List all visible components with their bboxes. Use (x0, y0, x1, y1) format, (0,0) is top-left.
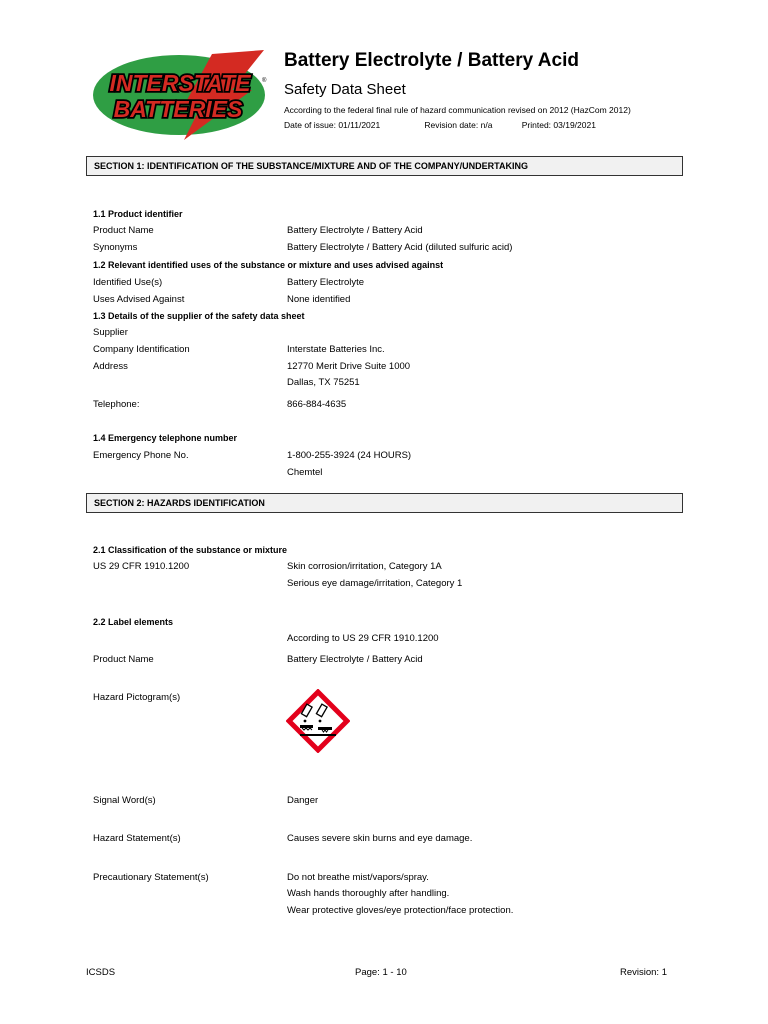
identified-uses-label: Identified Use(s) (93, 277, 163, 288)
document-title: Battery Electrolyte / Battery Acid (284, 50, 579, 71)
signal-word-label: Signal Word(s) (93, 795, 156, 806)
product-name-label: Product Name (93, 225, 154, 236)
subsection-2-2-heading: 2.2 Label elements (93, 617, 174, 627)
logo-registered-mark: ® (262, 78, 267, 84)
ghs-corrosion-pictogram-icon (286, 689, 350, 753)
identified-uses-value: Battery Electrolyte (287, 277, 365, 288)
hazard-pictogram-label: Hazard Pictogram(s) (93, 692, 181, 703)
product-name-value: Battery Electrolyte / Battery Acid (287, 225, 423, 236)
footer-page-number: Page: 1 - 10 (355, 967, 407, 978)
precautionary-statement-2: Wash hands thoroughly after handling. (287, 888, 450, 899)
uses-advised-against-value: None identified (287, 294, 351, 305)
company-identification-label: Company Identification (93, 344, 190, 355)
subsection-1-3-heading: 1.3 Details of the supplier of the safety data sheet (93, 311, 305, 321)
subsection-1-1-heading: 1.1 Product identifier (93, 209, 183, 219)
classification-label: US 29 CFR 1910.1200 (93, 561, 190, 572)
address-line-2: Dallas, TX 75251 (287, 377, 360, 388)
date-of-issue: Date of issue: 01/11/2021 (284, 120, 381, 130)
classification-value-1: Skin corrosion/irritation, Category 1A (287, 561, 442, 572)
uses-advised-against-label: Uses Advised Against (93, 294, 185, 305)
regulation-note: According to the federal final rule of hazard communication revised on 2012 (HazCom 2012) (284, 105, 631, 115)
subsection-1-2-heading: 1.2 Relevant identified uses of the substance or mixture and uses advised against (93, 260, 444, 270)
document-subtitle: Safety Data Sheet (284, 81, 406, 98)
label-product-name-label: Product Name (93, 654, 154, 665)
company-logo (92, 50, 270, 140)
logo-text-interstate: INTERSTATE (109, 70, 251, 96)
subsection-2-1-heading: 2.1 Classification of the substance or mixture (93, 545, 288, 555)
logo-text-batteries: BATTERIES (113, 96, 243, 122)
supplier-label: Supplier (93, 327, 128, 338)
footer-revision: Revision: 1 (620, 967, 667, 978)
precautionary-statement-3: Wear protective gloves/eye protection/face protection. (287, 905, 514, 916)
interstate-batteries-logo-icon (92, 50, 270, 140)
classification-value-2: Serious eye damage/irritation, Category 1 (287, 578, 463, 589)
emergency-phone-value: 1-800-255-3924 (24 HOURS) (287, 450, 412, 461)
telephone-label: Telephone: (93, 399, 140, 410)
hazard-statement-label: Hazard Statement(s) (93, 833, 181, 844)
emergency-phone-label: Emergency Phone No. (93, 450, 189, 461)
footer-document-code: ICSDS (86, 967, 116, 978)
emergency-provider: Chemtel (287, 467, 323, 478)
precautionary-statement-label: Precautionary Statement(s) (93, 872, 209, 883)
label-product-name-value: Battery Electrolyte / Battery Acid (287, 654, 423, 665)
synonyms-value: Battery Electrolyte / Battery Acid (diluted sulfuric acid) (287, 242, 513, 253)
precautionary-statement-1: Do not breathe mist/vapors/spray. (287, 872, 429, 883)
label-elements-according-to: According to US 29 CFR 1910.1200 (287, 633, 439, 644)
signal-word-value: Danger (287, 795, 319, 806)
address-line-1: 12770 Merit Drive Suite 1000 (287, 361, 411, 372)
revision-date: Revision date: n/a (424, 120, 493, 130)
document-dates (284, 120, 596, 130)
printed-date: Printed: 03/19/2021 (521, 120, 596, 130)
address-label: Address (93, 361, 128, 372)
synonyms-label: Synonyms (93, 242, 138, 253)
company-identification-value: Interstate Batteries Inc. (287, 344, 385, 355)
section-1-heading: SECTION 1: IDENTIFICATION OF THE SUBSTANCE/MIXTURE AND OF THE COMPANY/UNDERTAKING (86, 156, 683, 176)
subsection-1-4-heading: 1.4 Emergency telephone number (93, 433, 238, 443)
telephone-value: 866-884-4635 (287, 399, 347, 410)
hazard-statement-value: Causes severe skin burns and eye damage. (287, 833, 473, 844)
section-2-heading: SECTION 2: HAZARDS IDENTIFICATION (86, 493, 683, 513)
